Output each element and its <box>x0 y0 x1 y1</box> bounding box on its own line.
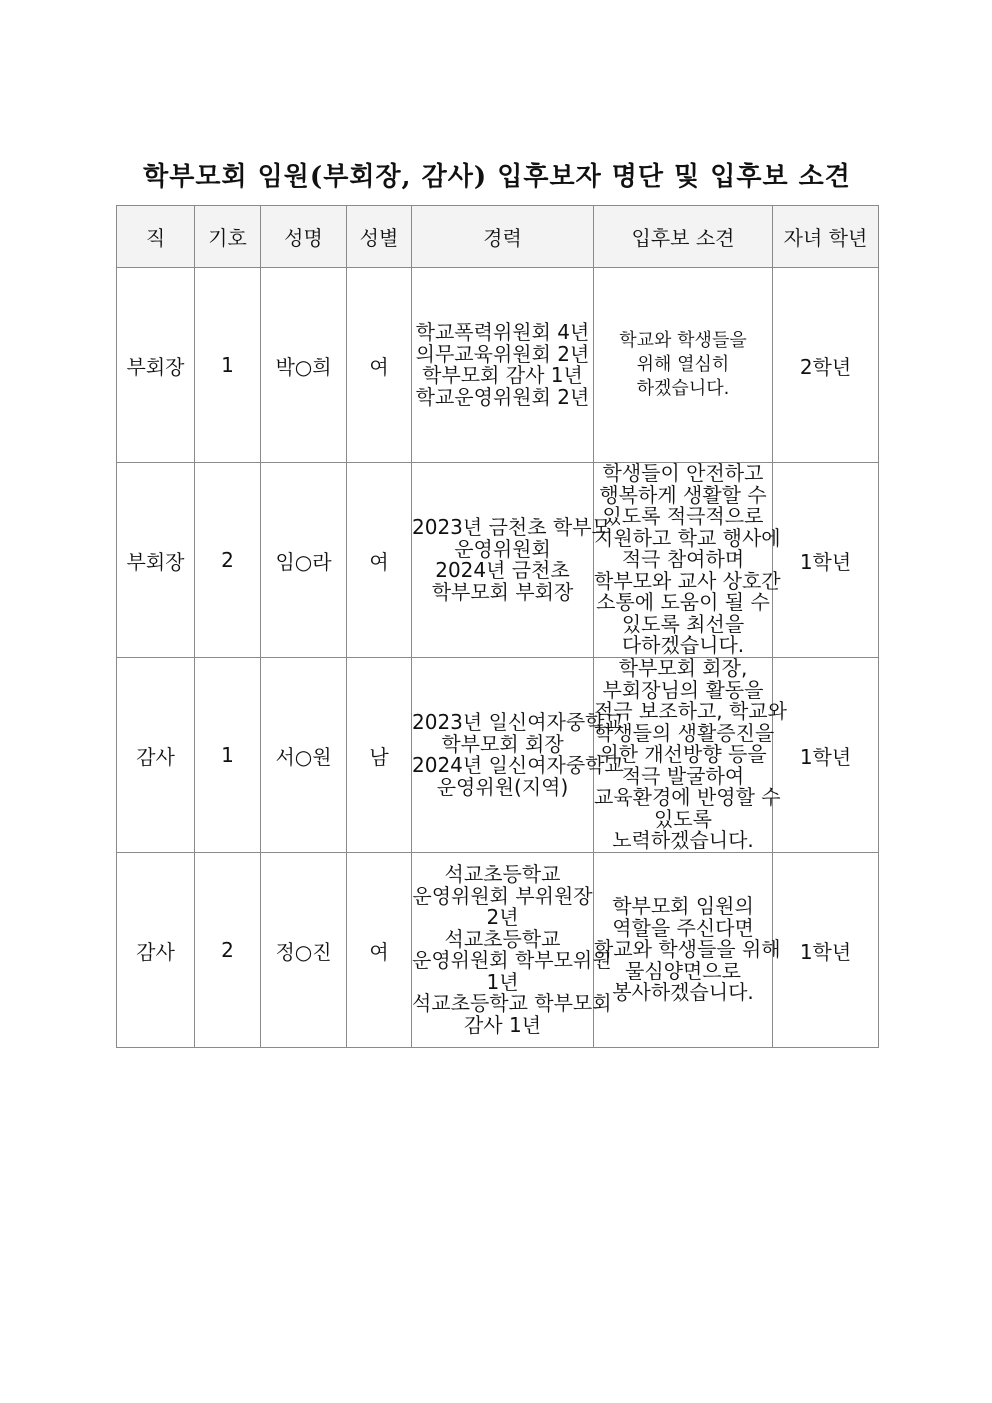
statement-line: 있도록 최선을 <box>621 611 745 636</box>
career-line: 2024년 금천초 <box>435 558 570 582</box>
statement-line: 소통에 도움이 될 수 <box>596 590 770 615</box>
statement-line: 지원하고 학교 행사에 <box>594 525 781 550</box>
cell-name: 박○희 <box>261 268 347 463</box>
career-line: 학부모회 회장 <box>441 731 564 756</box>
career-line: 석교초등학교 <box>444 926 561 951</box>
cell-position: 감사 <box>117 853 195 1048</box>
cell-number: 1 <box>195 268 261 463</box>
career-line: 2024년 일신여자중학교 <box>412 753 624 777</box>
table-header-row <box>117 206 879 268</box>
header-career: 경력 <box>412 206 594 268</box>
cell-number: 2 <box>195 853 261 1048</box>
cell-gender: 남 <box>347 658 412 853</box>
statement-line: 학부모회 회장, <box>618 656 748 681</box>
career-line: 학부모회 감사 1년 <box>422 363 583 387</box>
cell-career <box>412 268 594 463</box>
cell-career <box>412 853 612 1048</box>
header-grade: 자녀 학년 <box>773 206 879 268</box>
statement-line: 행복하게 생활할 수 <box>599 482 767 507</box>
cell-position: 부회장 <box>117 268 195 463</box>
statement-line: 적극 참여하며 <box>621 547 745 572</box>
header-name: 성명 <box>261 206 347 268</box>
cell-number: 2 <box>195 463 261 658</box>
header-position: 직 <box>117 206 195 268</box>
statement-line: 학부모회 임원의 <box>612 894 754 919</box>
statement-line: 역할을 주신다면 <box>612 915 754 940</box>
cell-statement <box>594 853 781 1048</box>
cell-statement <box>594 268 773 463</box>
table-row <box>117 463 879 658</box>
cell-name: 정○진 <box>261 853 347 1048</box>
career-line: 학교운영위원회 2년 <box>415 384 590 409</box>
career-line: 학부모회 부회장 <box>431 579 574 604</box>
statement-line: 학부모와 교사 상호간 <box>594 568 781 593</box>
career-line: 2년 <box>486 905 519 929</box>
statement-line: 있도록 적극적으로 <box>602 504 764 529</box>
statement-line: 위해 열심히 <box>636 354 730 375</box>
cell-grade: 1학년 <box>773 658 879 853</box>
career-line: 1년 <box>486 969 519 994</box>
cell-position: 감사 <box>117 658 195 853</box>
cell-grade: 1학년 <box>773 463 879 658</box>
table-row <box>117 853 879 1048</box>
cell-name: 서○원 <box>261 658 347 853</box>
statement-line: 위한 개선방향 등을 <box>599 742 767 767</box>
cell-gender: 여 <box>347 268 412 463</box>
statement-line: 학생들이 안전하고 <box>602 461 764 486</box>
cell-number: 1 <box>195 658 261 853</box>
career-line: 학교폭력위원회 4년 <box>415 320 590 344</box>
career-line: 의무교육위원회 2년 <box>415 341 590 366</box>
cell-statement <box>594 461 781 658</box>
statement-line: 다하겠습니다. <box>621 633 745 658</box>
table-row <box>117 268 879 463</box>
statement-line: 학교와 학생들을 위해 <box>594 937 781 962</box>
header-number: 기호 <box>195 206 261 268</box>
statement-line: 적극 발굴하여 <box>621 763 745 788</box>
cell-name: 임○라 <box>261 463 347 658</box>
career-line: 2023년 금천초 학부모 <box>412 515 611 539</box>
cell-career <box>412 463 611 658</box>
statement-line: 적극 보조하고, 학교와 <box>594 699 787 724</box>
document-title: 학부모회 임원(부회장, 감사) 입후보자 명단 및 입후보 소견 <box>143 162 851 192</box>
career-line: 석교초등학교 <box>444 862 561 886</box>
statement-line: 하겠습니다. <box>636 378 730 399</box>
statement-line: 학교와 학생들을 <box>619 330 747 351</box>
table-row <box>117 658 879 853</box>
career-line: 석교초등학교 학부모회 <box>412 991 612 1015</box>
career-line: 운영위원회 부위원장 <box>412 883 593 908</box>
cell-grade: 1학년 <box>773 853 879 1048</box>
statement-line: 있도록 <box>654 806 712 831</box>
career-line: 운영위원회 학부모위원 <box>412 948 612 972</box>
candidate-table <box>116 205 879 1048</box>
cell-statement <box>594 656 787 853</box>
statement-line: 부회장님의 활동을 <box>602 677 764 702</box>
cell-career <box>412 658 624 853</box>
cell-gender: 여 <box>347 463 412 658</box>
career-line: 2023년 일신여자중학교 <box>412 710 624 734</box>
career-line: 운영위원(지역) <box>436 774 569 799</box>
cell-grade: 2학년 <box>773 268 879 463</box>
career-line: 운영위원회 <box>454 536 551 561</box>
cell-gender: 여 <box>347 853 412 1048</box>
header-statement: 입후보 소견 <box>594 206 773 268</box>
statement-line: 물심양면으로 <box>625 958 741 983</box>
header-gender: 성별 <box>347 206 412 268</box>
cell-position: 부회장 <box>117 463 195 658</box>
statement-line: 교육환경에 반영할 수 <box>594 785 781 810</box>
statement-line: 학생들의 생활증진을 <box>594 720 775 745</box>
career-line: 감사 1년 <box>463 1012 542 1037</box>
statement-line: 봉사하겠습니다. <box>612 980 754 1005</box>
statement-line: 노력하겠습니다. <box>612 828 754 853</box>
